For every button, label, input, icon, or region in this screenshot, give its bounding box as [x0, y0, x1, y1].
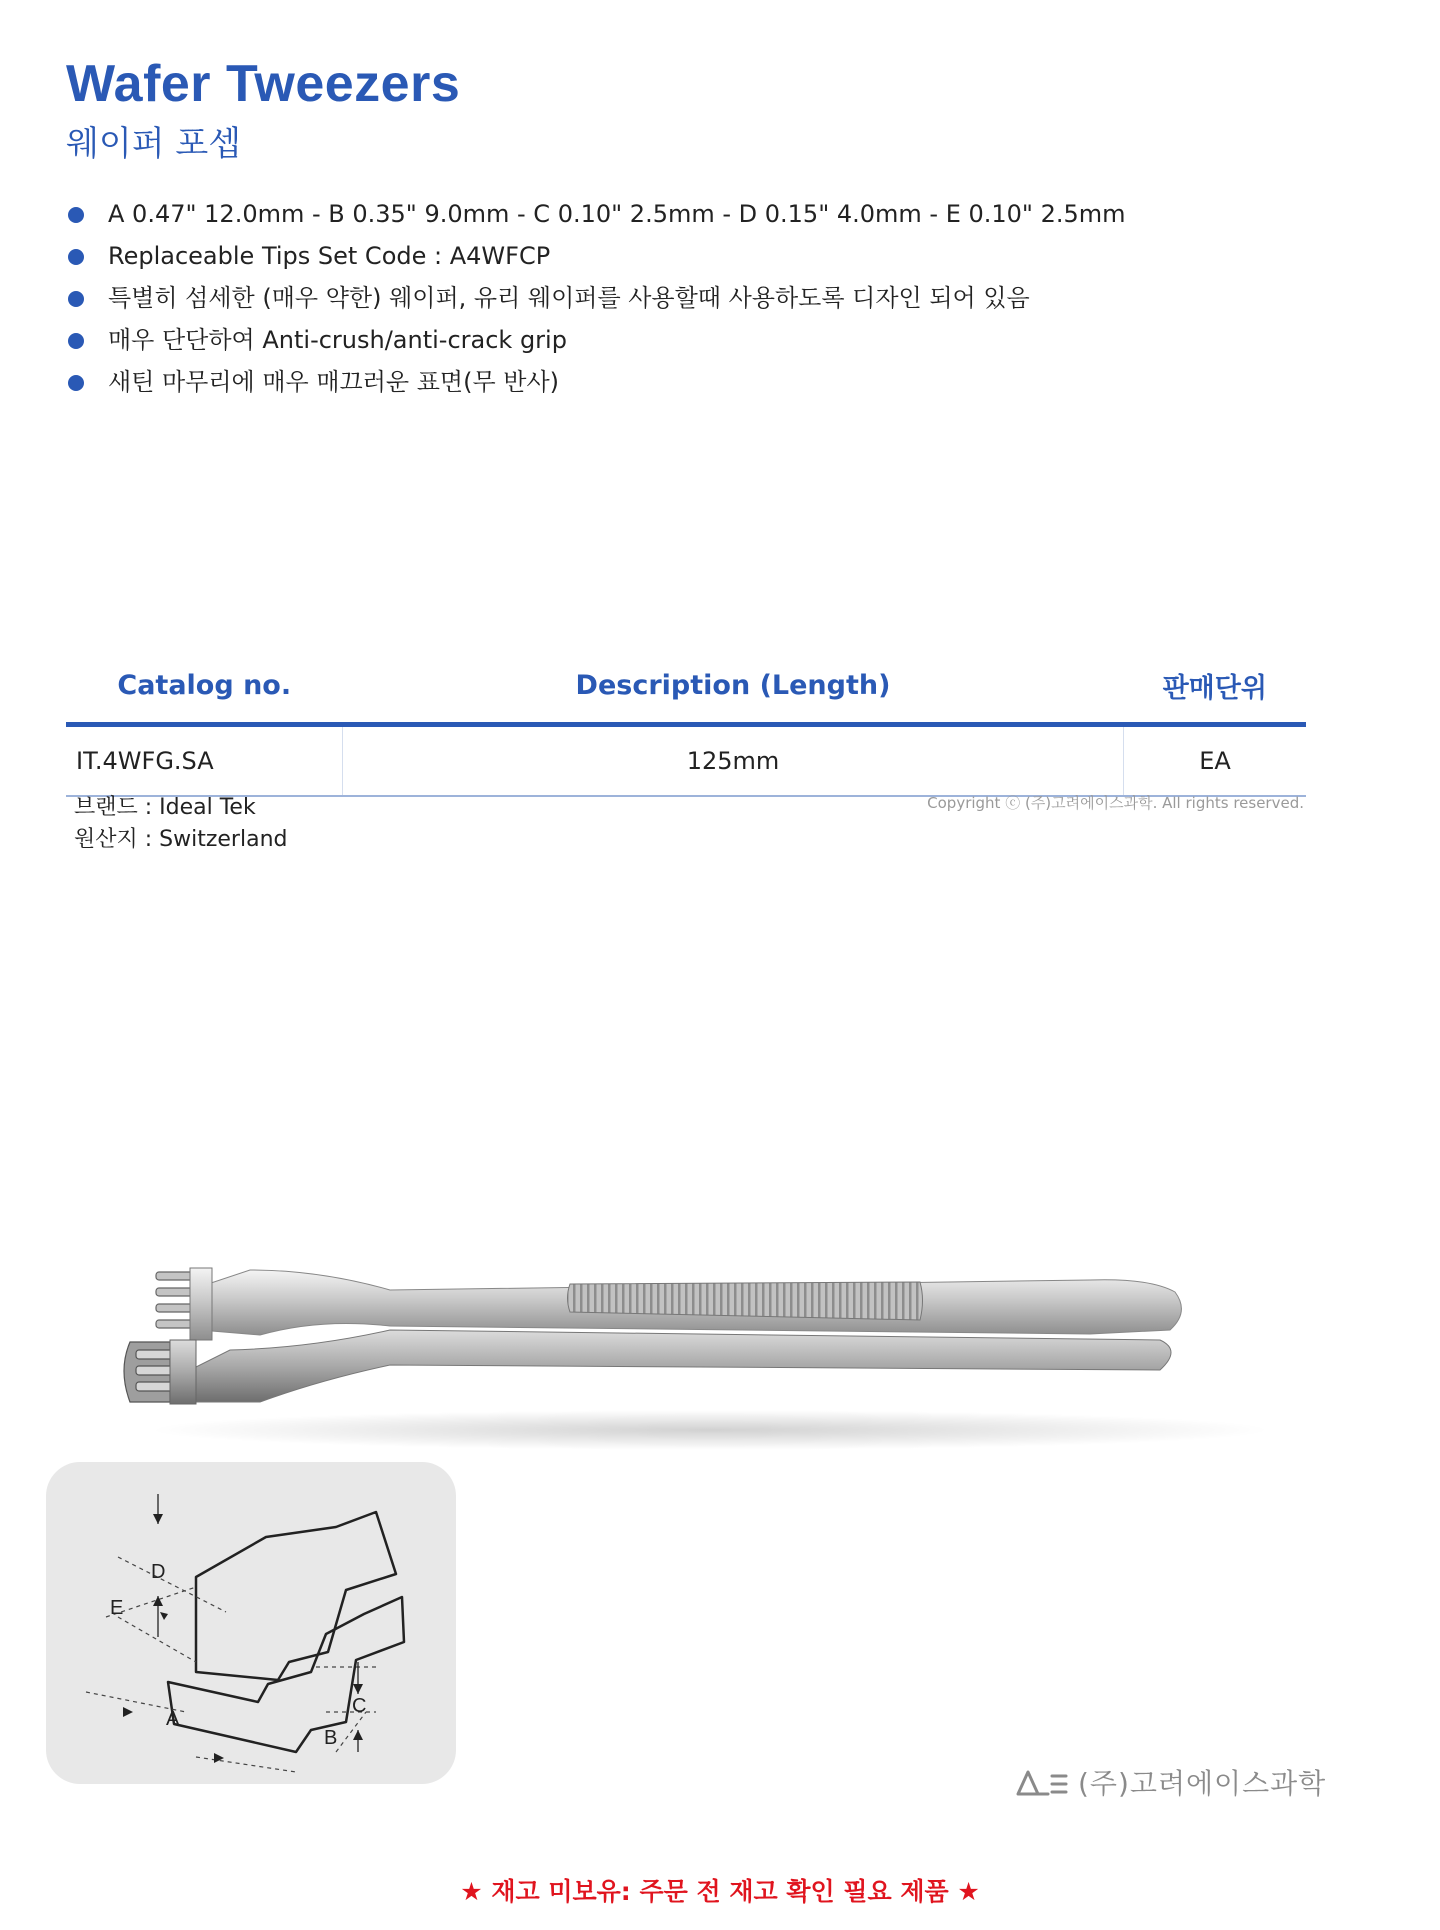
- company-logo-icon: [1014, 1766, 1070, 1798]
- bullet-icon: [68, 375, 84, 391]
- tweezers-image: [90, 1230, 1290, 1460]
- product-subtitle: 웨이퍼 포셉: [66, 124, 242, 164]
- label-c: C: [352, 1695, 367, 1717]
- bullet-icon: [68, 291, 84, 307]
- brand-text: 브랜드 : Ideal Tek: [74, 795, 256, 820]
- feature-item: [66, 197, 1126, 239]
- catalog-table-wrapper: [66, 660, 1306, 797]
- company-logo: [1014, 1762, 1326, 1802]
- feature-list: [66, 197, 1126, 407]
- header-catalog-no: Catalog no.: [66, 660, 343, 725]
- company-name: (주)고려에이스과학: [1078, 1767, 1327, 1800]
- bullet-icon: [68, 249, 84, 265]
- header-sales-unit: 판매단위: [1124, 660, 1307, 725]
- product-title: Wafer Tweezers: [66, 55, 461, 113]
- feature-item: [66, 239, 1126, 281]
- feature-item: [66, 281, 1126, 323]
- origin-text: 원산지 : Switzerland: [74, 827, 288, 852]
- copyright-notice: Copyright ⓒ (주)고려에이스과학. All rights reserved.: [927, 794, 1304, 812]
- table-row: [66, 725, 1306, 797]
- cell-catalog-no: IT.4WFG.SA: [66, 725, 343, 797]
- cell-description: 125mm: [343, 725, 1124, 797]
- feature-text: 특별히 섬세한 (매우 약한) 웨이퍼, 유리 웨이퍼를 사용할때 사용하도록 디자인 되어 있음: [108, 284, 1030, 312]
- feature-text: A 0.47" 12.0mm - B 0.35" 9.0mm - C 0.10" 2.5mm - D 0.15" 4.0mm - E 0.10" 2.5mm: [108, 200, 1126, 228]
- catalog-table: [66, 660, 1306, 797]
- dimension-diagram-drawing: [46, 1462, 456, 1784]
- feature-item: [66, 365, 1126, 407]
- feature-text: Replaceable Tips Set Code : A4WFCP: [108, 242, 551, 270]
- label-a: A: [166, 1708, 180, 1730]
- brand-info: [74, 792, 287, 856]
- bullet-icon: [68, 333, 84, 349]
- label-b: B: [324, 1727, 338, 1749]
- label-e: E: [110, 1597, 124, 1619]
- dimension-diagram: [46, 1462, 456, 1784]
- feature-text: 매우 단단하여 Anti-crush/anti-crack grip: [108, 326, 567, 354]
- bullet-icon: [68, 207, 84, 223]
- header-description: Description (Length): [343, 660, 1124, 725]
- feature-item: [66, 323, 1126, 365]
- label-d: D: [151, 1561, 166, 1583]
- feature-text: 새틴 마무리에 매우 매끄러운 표면(무 반사): [108, 368, 559, 396]
- cell-sales-unit: EA: [1124, 725, 1307, 797]
- table-header-row: [66, 660, 1306, 725]
- stock-notice: ★ 재고 미보유: 주문 전 재고 확인 필요 제품 ★: [460, 1877, 980, 1906]
